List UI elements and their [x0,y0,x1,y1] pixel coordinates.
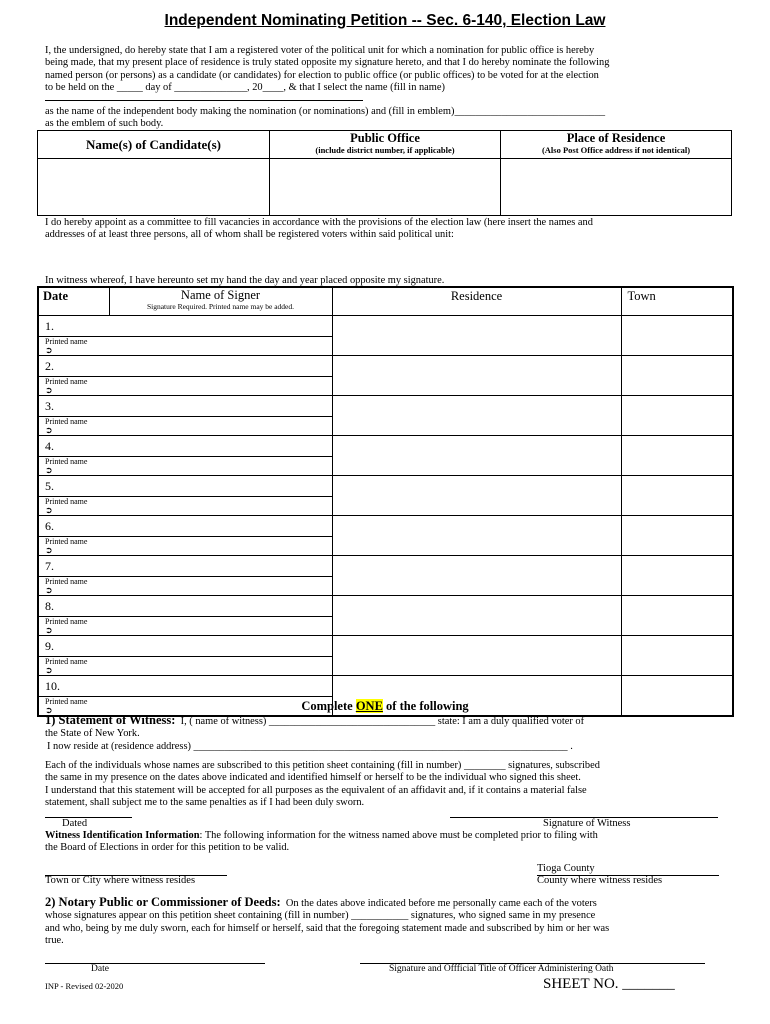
intro-line: I, the undersigned, do hereby state that I am a registered voter of the political unit for which a nomination for public office is hereby [45,45,595,56]
signer-row [38,515,733,536]
committee-text [45,217,725,242]
notary-date-label: Date [91,964,109,974]
signer-row-number: 2. [45,358,54,373]
statement-para-line: statement, shall subject me to the same penalties as if I had been duly sworn. [45,796,365,808]
signer-row [38,315,733,336]
notary-date-line[interactable] [45,963,265,964]
signer-header [109,287,332,315]
intro-line: as the emblem of such body. [45,118,164,130]
notary-line: whose signatures appear on this petition sheet containing (fill in number) ___________ signatures, who signed same in my presence [45,910,596,922]
residence-cell[interactable] [332,355,621,395]
signer-row [38,395,733,416]
arrow-icon: ➲ [45,424,53,435]
printed-name-text: Printed name [45,696,88,706]
printed-name-label [39,497,332,515]
town-witness-label: Town or City where witness resides [45,875,196,886]
intro-line: being made, that my present place of residence is truly stated opposite my signature hereto, and that I do hereby nominate the following [45,57,610,69]
statement-heading: 1) Statement of Witness: [45,713,176,727]
printed-name-cell[interactable] [38,496,332,515]
statement-line: the State of New York. [45,728,140,740]
arrow-icon: ➲ [45,464,53,475]
signer-number-cell [38,475,332,496]
residence-col-header: Residence [332,287,621,315]
public-office-label: Public Office [350,131,420,145]
statement-line: I now reside at (residence address) ________________________________________________________________________ . [47,740,573,752]
intro-line: named person (or persons) as a candidate (or candidates) for election to public office (or public offices) to be voted for at the election [45,69,599,81]
signer-number-cell [38,555,332,576]
arrow-icon: ➲ [45,504,53,515]
statement-para-line: Each of the individuals whose names are subscribed to this petition sheet containing (fill in number) ________ signatures, subscribed [45,760,600,771]
intro-line: to be held on the _____ day of ______________, 20____, & that I select the name (fill in name) [45,81,445,93]
signer-row-number: 4. [45,438,54,453]
printed-name-text: Printed name [45,536,88,546]
printed-name-label [39,657,332,675]
page-title: Independent Nominating Petition -- Sec. 6-140, Election Law [164,12,606,29]
signer-row-number: 6. [45,518,54,533]
printed-name-text: Printed name [45,416,88,426]
intro-text [45,45,725,131]
printed-name-cell[interactable] [38,536,332,555]
signer-row [38,435,733,456]
signer-row-number: 5. [45,478,54,493]
printed-name-text: Printed name [45,456,88,466]
printed-name-text: Printed name [45,496,88,506]
printed-name-cell[interactable] [38,616,332,635]
signer-row [38,475,733,496]
printed-name-cell[interactable] [38,416,332,435]
arrow-icon: ➲ [45,584,53,595]
signer-row-number: 1. [45,318,54,333]
town-cell[interactable] [621,635,733,675]
county-value: Tioga County [537,863,595,874]
printed-name-cell[interactable] [38,336,332,355]
independent-body-name-field[interactable] [45,94,725,106]
date-header: Date [38,287,109,315]
signer-row-number: 9. [45,638,54,653]
notary-line: and who, being by me duly sworn, each for himself or herself, said that the foregoing statement made and subscribed by him or her was [45,922,610,934]
residence-cell[interactable] [332,595,621,635]
printed-name-label [39,617,332,635]
revision-label: INP - Revised 02-2020 [45,981,124,991]
printed-name-label [39,417,332,435]
notary-section [45,896,725,947]
statement-para-line: the same in my presence on the dates above indicated and identified himself or herself to be the individual who signed this sheet. [45,772,581,784]
statement-of-witness [45,714,725,753]
printed-name-label [39,577,332,595]
signer-label: Name of Signer [180,288,261,302]
residence-sub: (Also Post Office address if not identical) [541,145,691,155]
town-cell[interactable] [621,395,733,435]
complete-pre: Complete [301,699,356,713]
printed-name-label [39,537,332,555]
residence-cell[interactable] [332,515,621,555]
residence-label: Place of Residence [566,131,666,145]
residence-cell[interactable] [332,475,621,515]
residence-cell[interactable] [501,159,732,216]
residence-cell[interactable] [332,635,621,675]
signer-number-cell [38,675,332,696]
printed-name-cell[interactable] [38,656,332,675]
statement-paragraph [45,760,725,809]
signer-row [38,595,733,616]
candidate-name-cell[interactable] [38,159,270,216]
public-office-header [270,131,501,159]
notary-line: true. [45,934,64,946]
signer-number-cell [38,435,332,456]
town-cell[interactable] [621,435,733,475]
residence-cell[interactable] [332,315,621,355]
witness-id-heading: Witness Identification Information [45,830,200,841]
printed-name-cell[interactable] [38,576,332,595]
public-office-sub: (include district number, if applicable) [315,145,455,155]
arrow-icon: ➲ [45,344,53,355]
witness-whereof: In witness whereof, I have hereunto set my hand the day and year placed opposite my signature. [45,275,445,286]
public-office-cell[interactable] [270,159,501,216]
sheet-number[interactable]: SHEET NO. _______ [543,976,675,992]
town-col-header: Town [621,287,733,315]
town-cell[interactable] [621,315,733,355]
committee-line: addresses of at least three persons, all of whom shall be registered voters within said political unit: [45,229,454,241]
county-witness-label: County where witness resides [537,875,663,886]
complete-one: ONE [355,699,383,713]
signer-number-cell [38,515,332,536]
dated-label: Dated [62,818,88,829]
signer-row [38,355,733,376]
signer-sub: Signature Required. Printed name may be added. [146,302,295,311]
printed-name-label [39,457,332,475]
notary-line: On the dates above indicated before me personally came each of the voters [285,898,597,909]
printed-name-text: Printed name [45,656,88,666]
witness-id-text: the Board of Elections in order for this petition to be valid. [45,842,290,854]
dated-line[interactable] [45,817,132,818]
statement-line: I, ( name of witness) ________________________________ state: I am a duly qualified voter of [180,716,585,727]
arrow-icon: ➲ [45,704,53,715]
arrow-icon: ➲ [45,544,53,555]
witness-signature-label: Signature of Witness [543,818,631,829]
committee-line: I do hereby appoint as a committee to fill vacancies in accordance with the provisions of the election law (here insert the names and [45,217,593,228]
signer-row [38,635,733,656]
printed-name-text: Printed name [45,576,88,586]
statement-para-line: I understand that this statement will be accepted for all purposes as the equivalent of an affidavit and, if it contains a material false [45,784,587,796]
printed-name-text: Printed name [45,376,88,386]
residence-cell[interactable] [332,435,621,475]
complete-one-heading [0,696,770,714]
town-cell[interactable] [621,355,733,395]
printed-name-label [39,337,332,355]
signer-number-cell [38,595,332,616]
complete-post: of the following [382,699,469,713]
arrow-icon: ➲ [45,664,53,675]
residence-cell[interactable] [332,395,621,435]
signer-row [38,555,733,576]
signature-table [37,286,734,717]
town-cell[interactable] [621,515,733,555]
notary-heading: 2) Notary Public or Commissioner of Deeds: [45,895,281,909]
residence-header [501,131,732,159]
signer-row [38,675,733,696]
candidate-name-header: Name(s) of Candidate(s) [38,131,270,159]
candidates-table [37,130,732,216]
printed-name-label [39,377,332,395]
signer-number-cell [38,635,332,656]
signer-row-number: 8. [45,598,54,613]
town-cell[interactable] [621,475,733,515]
signer-row-number: 7. [45,558,54,573]
arrow-icon: ➲ [45,624,53,635]
arrow-icon: ➲ [45,384,53,395]
signer-row-number: 10. [45,678,60,693]
printed-name-cell[interactable] [38,376,332,395]
signer-row-number: 3. [45,398,54,413]
witness-identification [45,830,725,855]
signer-number-cell [38,355,332,376]
town-cell[interactable] [621,555,733,595]
printed-name-cell[interactable] [38,456,332,475]
officer-signature-label: Signature and Offficial Title of Officer Administering Oath [389,964,614,974]
signer-number-cell [38,395,332,416]
printed-name-text: Printed name [45,336,88,346]
printed-name-text: Printed name [45,616,88,626]
signer-number-cell [38,315,332,336]
town-cell[interactable] [621,595,733,635]
witness-id-text: : The following information for the witness named above must be completed prior to filing with [199,830,598,841]
intro-line: as the name of the independent body making the nomination (or nominations) and (fill in emblem)_____________________________ [45,106,606,118]
residence-cell[interactable] [332,555,621,595]
